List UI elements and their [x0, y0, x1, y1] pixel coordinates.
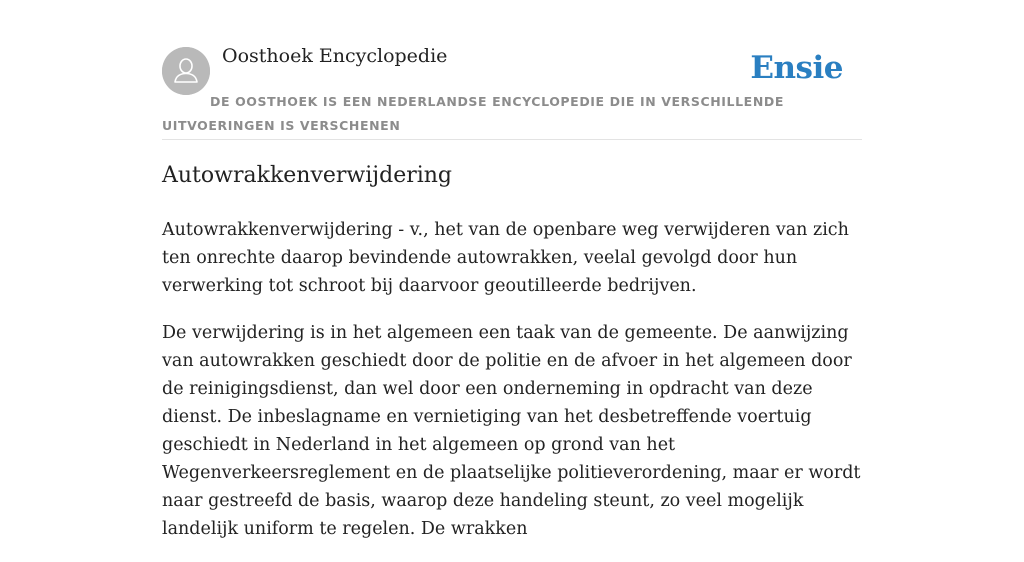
article-body — [162, 216, 862, 562]
article-paragraph: Autowrakkenverwijdering - v., het van de openbare weg verwijderen van zich ten onrechte daarop bevindende autowrakken, veelal gevolgd door hun verwerking tot schroot bij daarvoor geoutilleerde bedrijven. — [162, 220, 849, 296]
ensie-logo[interactable]: Ensie — [750, 50, 843, 86]
author-avatar[interactable] — [162, 47, 210, 95]
site-title[interactable]: Oosthoek Encyclopedie — [222, 45, 448, 67]
site-tagline: DE OOSTHOEK IS EEN NEDERLANDSE ENCYCLOPEDIE DIE IN VERSCHILLENDE UITVOERINGEN IS VERSCHENEN — [162, 94, 784, 133]
article-title: Autowrakkenverwijdering — [162, 163, 453, 188]
article-paragraph: De verwijdering is in het algemeen een taak van de gemeente. De aanwijzing van autowrakken geschiedt door de politie en de afvoer in het algemeen door de reinigingsdienst, dan wel door een onderneming in opdracht van deze dienst. De inbeslagname en vernietiging van het desbetreffende voertuig geschiedt in Nederland in het algemeen op grond van het Wegenverkeersreglement en de plaatselijke politieverordening, maar er wordt naar gestreefd de basis, waarop deze handeling steunt, zo veel mogelijk landelijk uniform te regelen. De wrakken — [162, 323, 861, 539]
site-header — [162, 0, 862, 140]
user-icon — [162, 47, 210, 95]
content-container — [162, 0, 862, 539]
